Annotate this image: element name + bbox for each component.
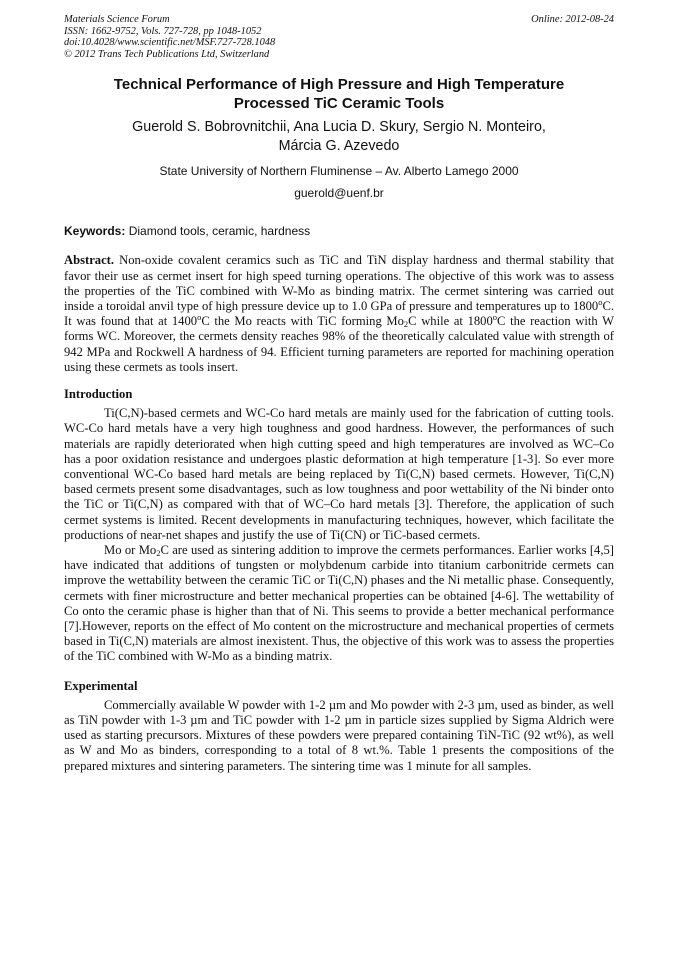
abstract-text-5: C the reaction with W forms WC. Moreover, the cermets density reaches 98% of the theoretically calculated value with strength of 942 MPa and Rockwell A hardness of 94. Efficient turning parameters are reported for machining operation using these cermets as tools insert.	[64, 314, 615, 374]
authors-line-2: Márcia G. Azevedo	[278, 137, 400, 154]
introduction-paragraph-2	[64, 543, 614, 665]
introduction-heading: Introduction	[64, 387, 133, 401]
degree-symbol: o	[598, 296, 603, 307]
experimental-paragraph-1: Commercially available W powder with 1-2 µm and Mo powder with 2-3 µm, used as binder, as well as TiN powder with 1-3 µm and TiC powder with 1-2 µm in particle sizes supplied by Sigma Aldrich were used as starting precursors. Mixtures of these powders were prepared containing TiN-TiC (92 wt%), as well as W and Mo as binders, corresponding to a total of 8 wt.%. Table 1 presents the compositions of the prepared mixtures and sintering parameters. The sintering time was 1 minute for all samples.	[64, 697, 614, 773]
authors-line-1: Guerold S. Bobrovnitchii, Ana Lucia D. Skury, Sergio N. Monteiro,	[132, 119, 546, 136]
keywords	[64, 224, 614, 238]
keywords-label: Keywords:	[64, 224, 126, 239]
subscript-2: 2	[403, 319, 409, 330]
degree-symbol: o	[197, 312, 202, 323]
author-list	[64, 118, 614, 155]
abstract-text-2: C. It was found that at 1400	[64, 298, 614, 329]
degree-symbol: o	[492, 312, 498, 323]
experimental-heading: Experimental	[64, 678, 138, 693]
journal-doi: doi:10.4028/www.scientific.net/MSF.727-728.1048	[64, 37, 276, 49]
keywords-text: Diamond tools, ceramic, hardness	[128, 224, 311, 239]
journal-copyright: © 2012 Trans Tech Publications Ltd, Switzerland	[64, 48, 270, 60]
abstract-label: Abstract.	[64, 253, 115, 268]
paper-title	[64, 76, 614, 113]
intro-p2-text-a: Mo or Mo	[104, 543, 157, 558]
journal-header	[64, 14, 614, 60]
title-line-2: Processed TiC Ceramic Tools	[233, 94, 445, 112]
journal-issn: ISSN: 1662-9752, Vols. 727-728, pp 1048-1052	[64, 25, 262, 37]
title-line-1: Technical Performance of High Pressure and High Temperature	[113, 76, 565, 94]
online-date: Online: 2012-08-24	[531, 14, 614, 25]
author-email: guerold@uenf.br	[294, 186, 384, 201]
journal-name: Materials Science Forum	[64, 14, 170, 25]
abstract-text-1: Non-oxide covalent ceramics such as TiC and TiN display hardness and thermal stability that favor their use as cermet insert for high speed turning operations. The objective of this work was to assess the properties of the TiC combined with W-Mo as binding matrix. The cermet sintering was carried out inside a toroidal anvil type of high pressure device up to 1.0 GPa of pressure and temperatures up to 1800	[64, 253, 614, 313]
affiliation: State University of Northern Fluminense – Av. Alberto Lamego 2000	[159, 164, 519, 179]
intro-p2-text-b: C are used as sintering addition to improve the cermets performances. Earlier works [4,5] have indicated that additions of tungsten or molybdenum carbide into titanium carbonitride cermets can improve the wettability between the ceramic TiC or Ti(C,N) phases and the Ni metallic phase. Consequently, cermets with finer microstructure and better mechanical properties can be obtained [4-6]. The wettability of Co onto the ceramic phase is higher than that of Ni. This seems to provide a better mechanical performance [7].However, reports on the effect of Mo content on the microstructure and mechanical properties of cermets based in Ti(C,N) materials are almost inexistent. Thus, the objective of this work was to assess the properties of the TiC combined with W-Mo as a binding matrix.	[64, 543, 614, 664]
abstract	[64, 253, 614, 375]
abstract-text-4: C while at 1800	[408, 314, 493, 329]
subscript-2: 2	[156, 548, 161, 559]
introduction-paragraph-1: Ti(C,N)-based cermets and WC-Co hard metals are mainly used for the fabrication of cutting tools. WC-Co hard metals have a very high toughness and good hardness. However, the performances of such materials are rapidly deteriorated when high cutting speed and high temperatures are involved as WC–Co has a poor oxidation resistance and undergoes plastic deformation at high temperature [1-3]. So ever more conventional WC-Co based hard metals are being replaced by Ti(C,N) based cermets. However, Ti(C,N) based cermets present some disadvantages, such as low toughness and poor wettability of the Ni binder onto the TiC or Ti(C,N) as compared with that of WC–Co hard metals [3]. Therefore, the application of such cermet systems is limited. Recent developments in manufacturing techniques, however, which facilitate the productions of near-net shapes and justify the use of Ti(CN) or TiC-based cermets.	[64, 406, 614, 542]
abstract-text-3: C the Mo reacts with TiC forming Mo	[201, 314, 404, 329]
